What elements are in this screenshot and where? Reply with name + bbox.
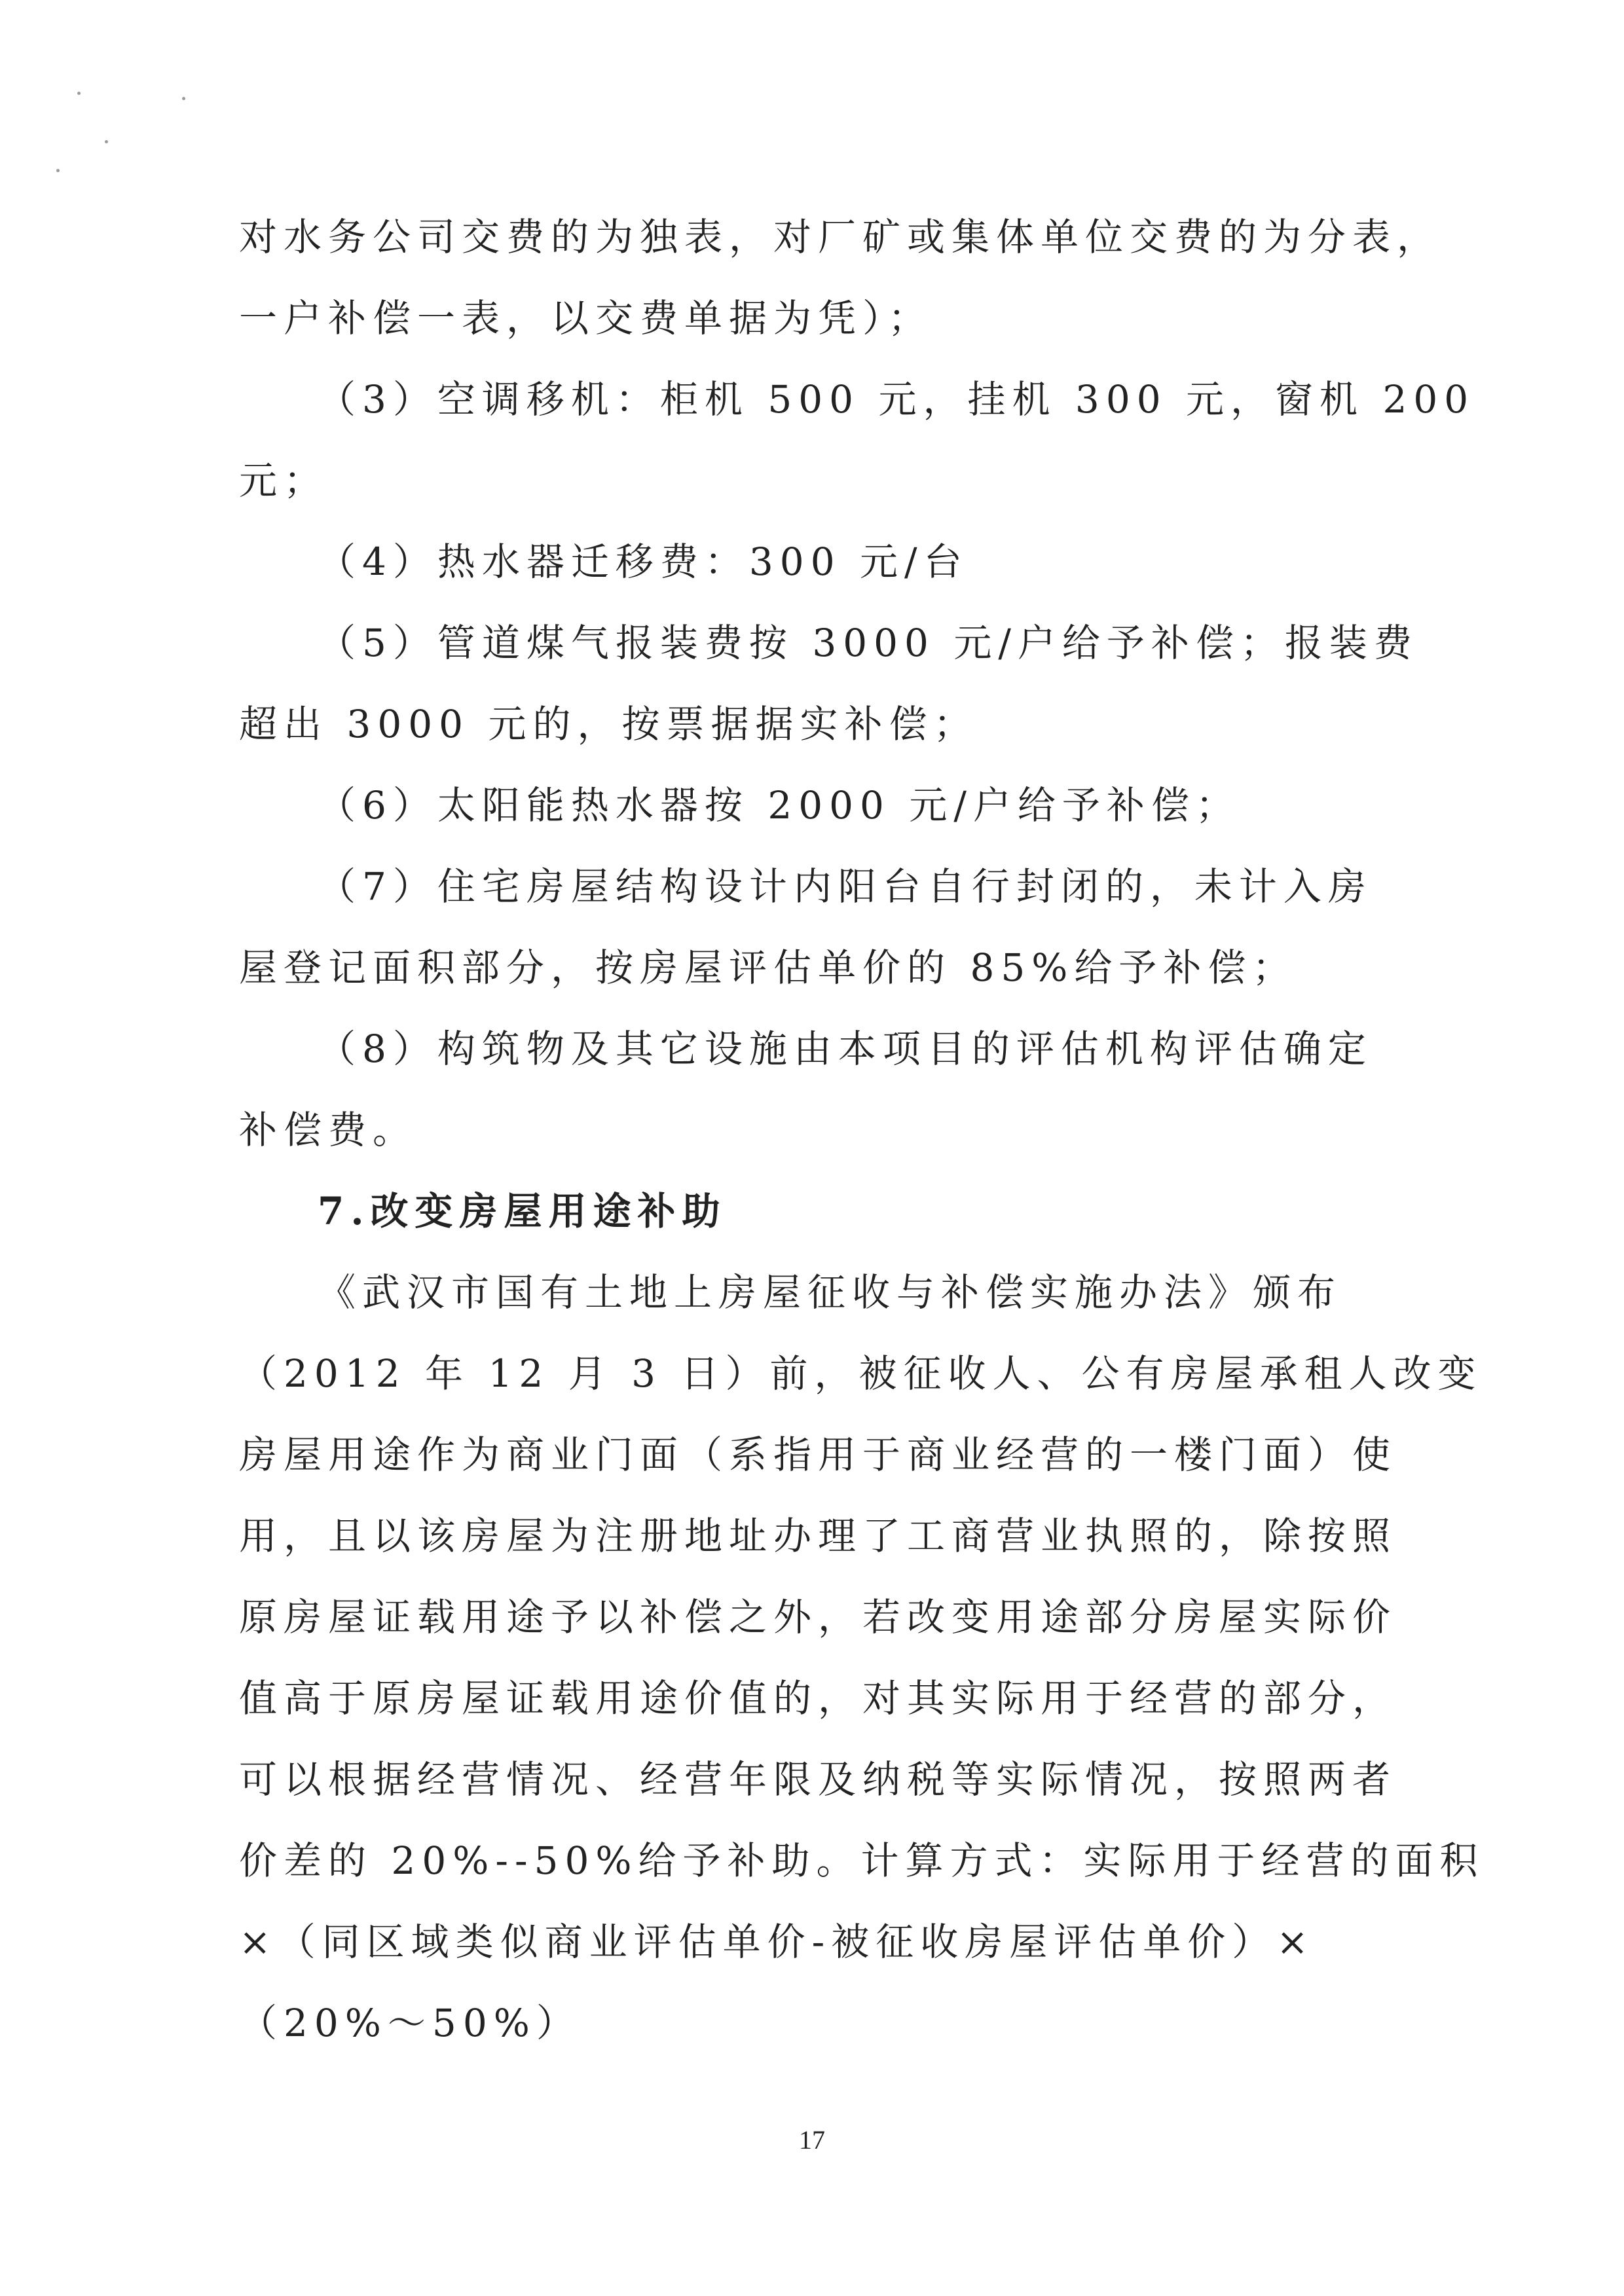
body-text	[239, 196, 1485, 2064]
section-heading: 7.改变房屋用途补助	[318, 1189, 727, 1233]
paragraph-line: 元；	[239, 458, 329, 503]
list-item-3: （3）空调移机：柜机 500 元，挂机 300 元，窗机 200	[318, 377, 1475, 422]
paragraph-line: 屋登记面积部分，按房屋评估单价的 85%给予补偿；	[239, 945, 1297, 990]
paragraph-line: 一户补偿一表，以交费单据为凭）；	[239, 296, 933, 340]
paragraph-line: 价差的 20%--50%给予补助。计算方式：实际用于经营的面积	[239, 1838, 1485, 1883]
list-item-8: （8）构筑物及其它设施由本项目的评估机构评估确定	[318, 1027, 1373, 1071]
list-item-4: （4）热水器迁移费：300 元/台	[318, 539, 969, 584]
paragraph-line: 用，且以该房屋为注册地址办理了工商营业执照的，除按照	[239, 1514, 1397, 1558]
paragraph-line: （2012 年 12 月 3 日）前，被征收人、公有房屋承租人改变	[239, 1351, 1483, 1396]
scan-speck	[77, 92, 81, 95]
paragraph-line: 房屋用途作为商业门面（系指用于商业经营的一楼门面）使	[239, 1432, 1397, 1477]
paragraph-line: 可以根据经营情况、经营年限及纳税等实际情况，按照两者	[239, 1757, 1397, 1802]
paragraph-line: ×（同区域类似商业评估单价-被征收房屋评估单价）×	[239, 1920, 1315, 1964]
scan-speck	[105, 140, 108, 143]
paragraph-line: 《武汉市国有土地上房屋征收与补偿实施办法》颁布	[318, 1270, 1342, 1315]
paragraph-line: 超出 3000 元的，按票据据实补偿；	[239, 702, 978, 746]
paragraph-line: 原房屋证载用途予以补偿之外，若改变用途部分房屋实际价	[239, 1595, 1397, 1639]
scan-speck	[182, 97, 185, 100]
paragraph-line: （20%～50%）	[239, 2001, 581, 2045]
list-item-6: （6）太阳能热水器按 2000 元/户给予补偿；	[318, 783, 1240, 828]
list-item-5: （5）管道煤气报装费按 3000 元/户给予补偿；报装费	[318, 621, 1418, 665]
scan-speck	[56, 169, 60, 172]
list-item-7: （7）住宅房屋结构设计内阳台自行封闭的，未计入房	[318, 864, 1373, 909]
paragraph-line: 对水务公司交费的为独表，对厂矿或集体单位交费的为分表，	[239, 215, 1442, 259]
paragraph-line: 值高于原房屋证载用途价值的，对其实际用于经营的部分，	[239, 1676, 1397, 1721]
page-number: 17	[799, 2125, 825, 2155]
paragraph-line: 补偿费。	[239, 1108, 418, 1152]
